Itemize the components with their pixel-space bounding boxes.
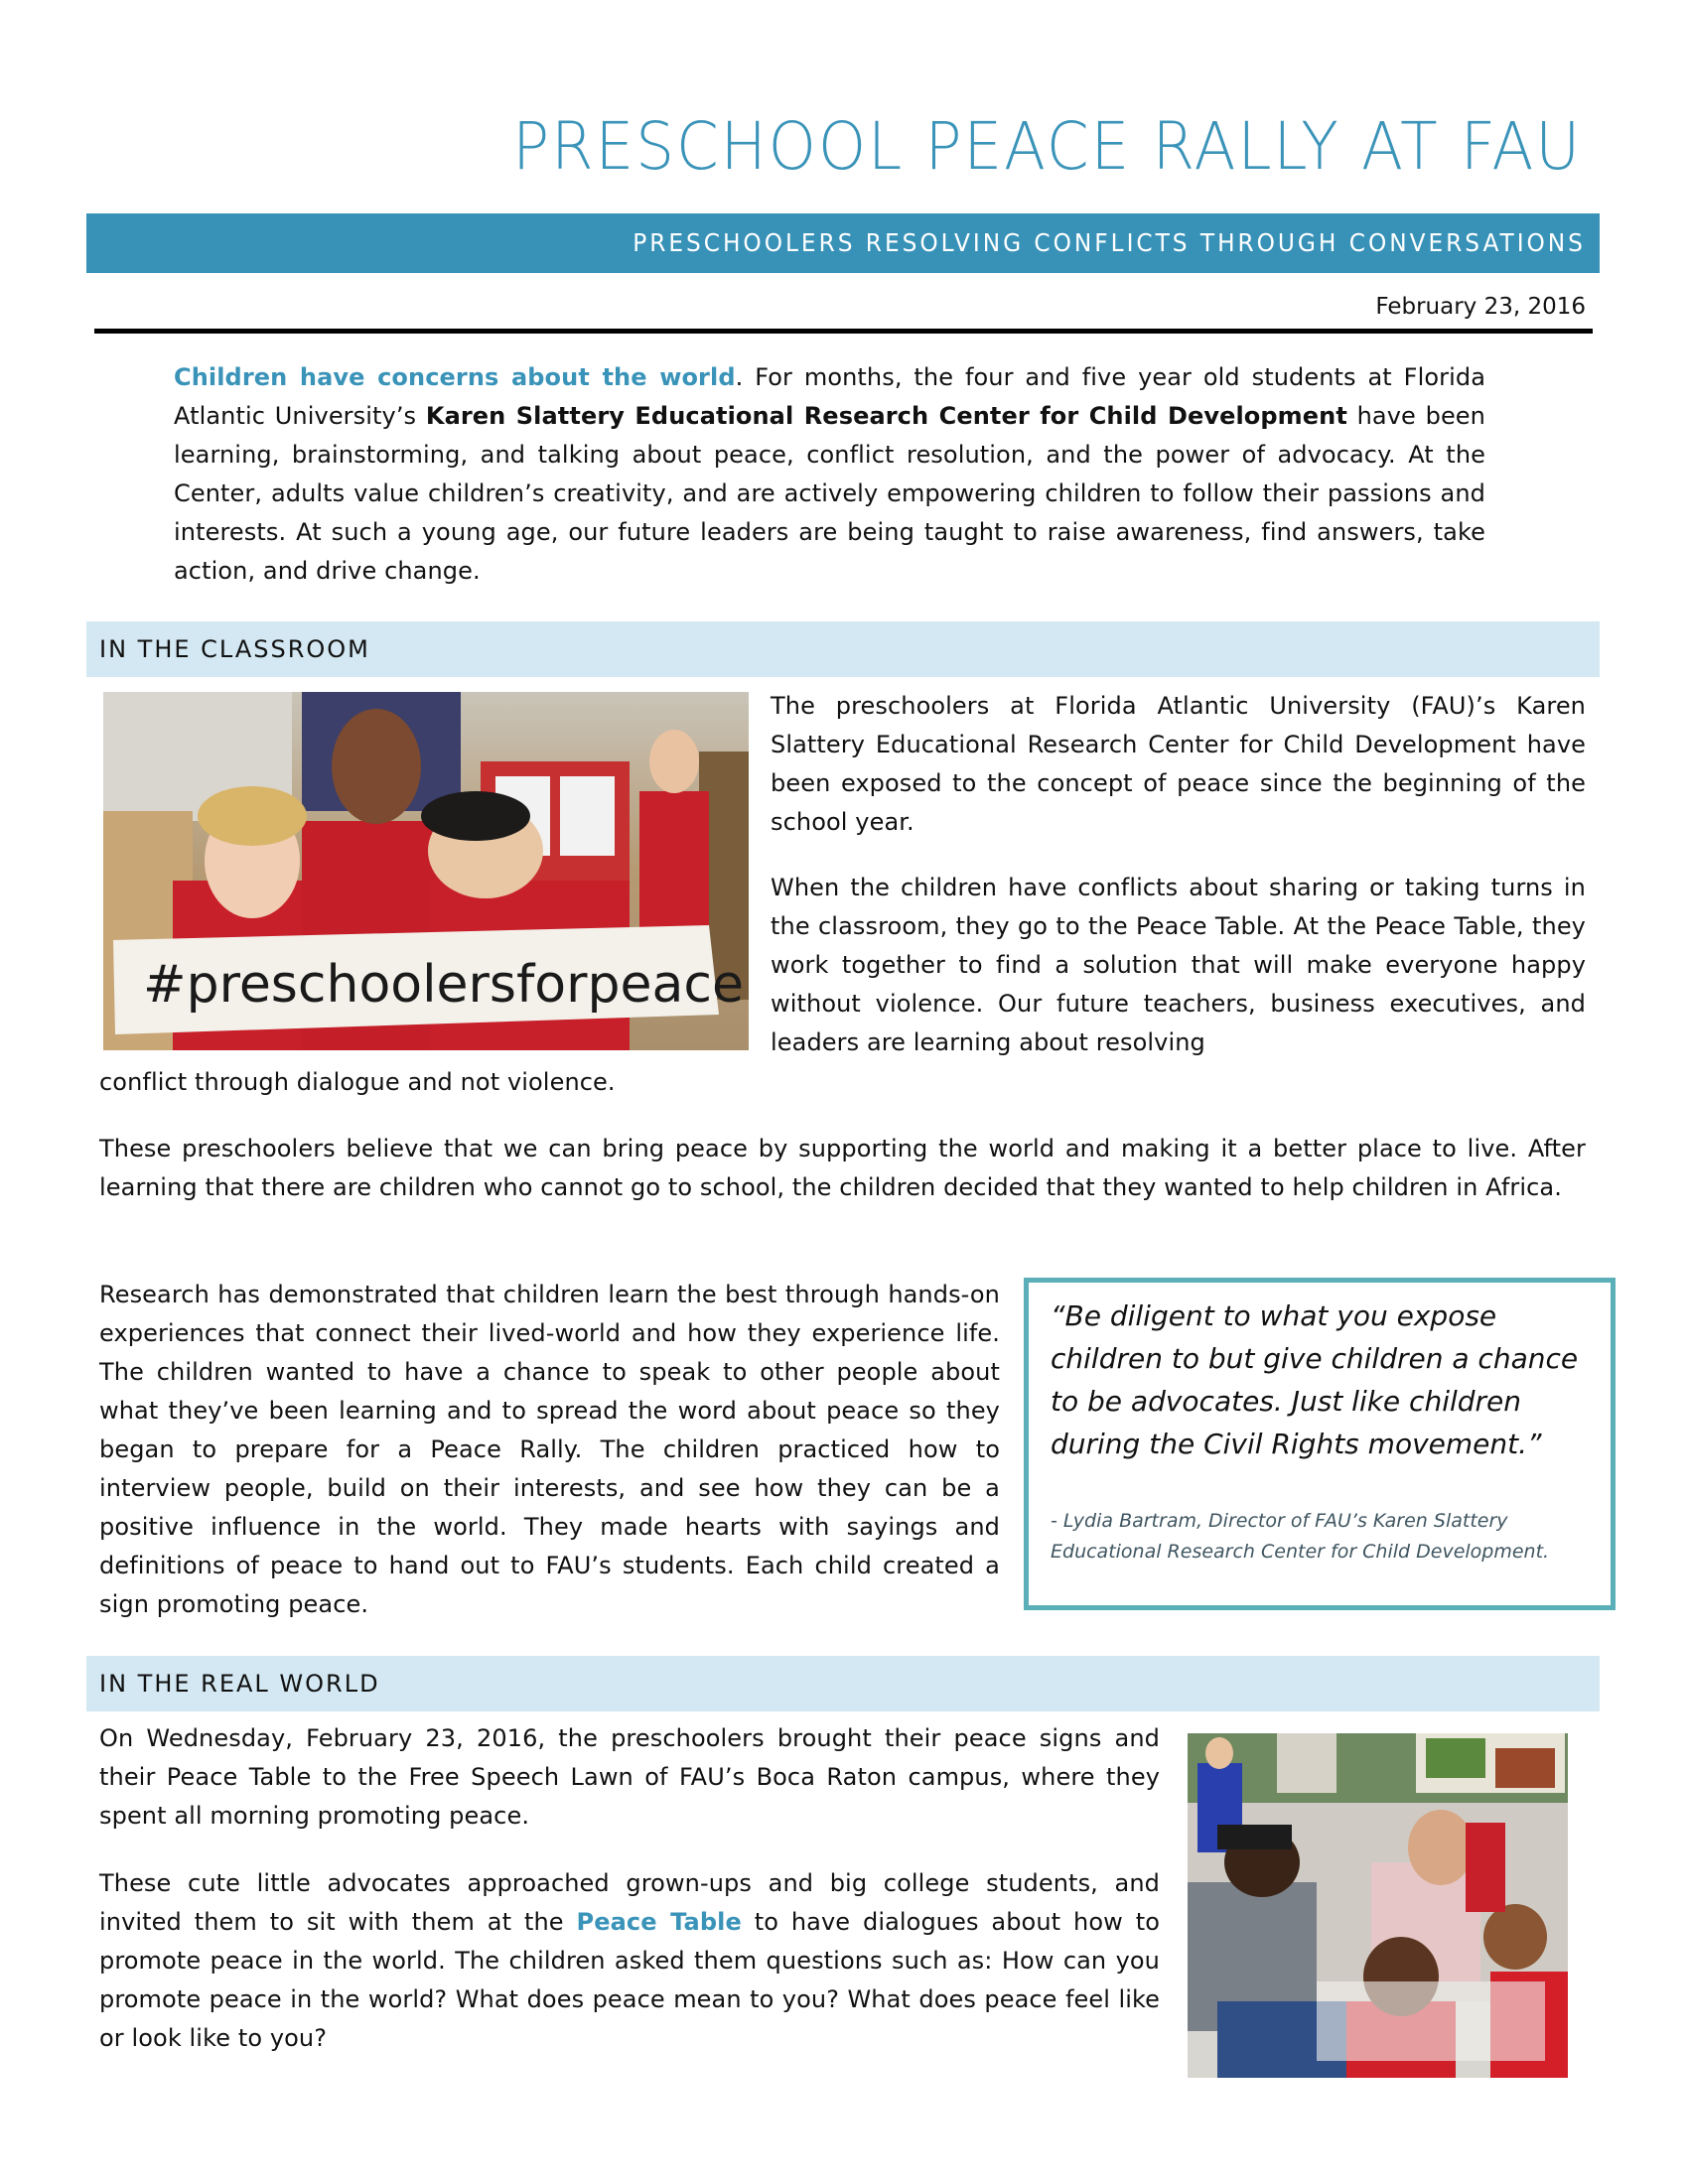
intro-lead: Children have concerns about the world <box>174 363 736 391</box>
pull-quote-attribution: - Lydia Bartram, Director of FAU’s Karen Slattery Educational Research Center for Child Development. <box>1051 1510 1550 1563</box>
header-divider <box>94 329 1593 334</box>
intro-paragraph <box>174 358 1485 591</box>
real-world-photo-image <box>1188 1733 1568 2078</box>
sign-text: #preschoolersforpeace <box>143 955 744 1015</box>
classroom-photo-image <box>103 692 749 1050</box>
section-header-classroom <box>86 621 1600 677</box>
classroom-paragraph-2-continued: conflict through dialogue and not violence. <box>99 1068 616 1096</box>
subtitle-text: PRESCHOOLERS RESOLVING CONFLICTS THROUGH CONVERSATIONS <box>633 228 1586 257</box>
peace-table-highlight: Peace Table <box>576 1908 742 1936</box>
real-world-paragraph-2 <box>99 1864 1160 2058</box>
intro-text-1: . For months, the four and five year old students at Florida Atlantic University’s <box>174 363 1486 430</box>
pull-quote-text: “Be diligent to what you expose children to but give children a chance to be advocates. Just like children during the Civil Rights movement.” <box>1051 1299 1579 1460</box>
page-title: PRESCHOOL PEACE RALLY AT FAU <box>512 108 1582 185</box>
real-world-photo <box>1188 1733 1568 2078</box>
classroom-paragraph-4: Research has demonstrated that children learn the best through hands-on experiences that connect their lived-world and how they experience life. The children wanted to have a chance to speak to other people about what they’ve been learning and to spread the word about peace so they began to prepare for a Peace Rally. The children practiced how to interview people, build on their interests, and see how they can be a positive influence in the world. They made hearts with sayings and definitions of peace to hand out to FAU’s students. Each child created a sign promoting peace. <box>99 1281 1000 1618</box>
subtitle-banner <box>86 213 1600 273</box>
section-heading: IN THE CLASSROOM <box>99 635 370 663</box>
section-header-real-world <box>86 1656 1600 1711</box>
classroom-paragraph-3: These preschoolers believe that we can bring peace by supporting the world and making it a better place to live. After learning that there are children who cannot go to school, the children decided that they wanted to help children in Africa. <box>99 1135 1586 1201</box>
intro-text-2: have been learning, brainstorming, and talking about peace, conflict resolution, and the power of advocacy. At the Center, adults value children’s creativity, and are actively empowering children to follow their passions and interests. At such a young age, our future leaders are being taught to raise awareness, find answers, take action, and drive change. <box>174 402 1485 585</box>
publication-date: February 23, 2016 <box>1375 294 1586 320</box>
classroom-paragraph-1: The preschoolers at Florida Atlantic University (FAU)’s Karen Slattery Educational Research Center for Child Development have been exposed to the concept of peace since the beginning of the school year. <box>771 692 1586 836</box>
classroom-text-column <box>771 687 1586 1062</box>
classroom-paragraph-2: When the children have conflicts about sharing or taking turns in the classroom, they go to the Peace Table. At the Peace Table, they work together to find a solution that will make everyone happy without violence. Our future teachers, business executives, and leaders are learning about resolving <box>771 874 1586 1056</box>
center-name: Karen Slattery Educational Research Center for Child Development <box>425 402 1347 430</box>
real-world-text-2: to have dialogues about how to promote peace in the world. The children asked them questions such as: How can you promote peace in the world? What does peace mean to you? What does peace feel like or look like to you? <box>99 1908 1160 2052</box>
real-world-paragraph-1: On Wednesday, February 23, 2016, the preschoolers brought their peace signs and their Peace Table to the Free Speech Lawn of FAU’s Boca Raton campus, where they spent all morning promoting peace. <box>99 1724 1160 1830</box>
section-heading: IN THE REAL WORLD <box>99 1670 380 1698</box>
classroom-photo <box>103 692 749 1050</box>
real-world-text-1: These cute little advocates approached grown-ups and big college students, and invited them to sit with them at the <box>99 1869 1160 1936</box>
pull-quote-box <box>1024 1278 1616 1610</box>
